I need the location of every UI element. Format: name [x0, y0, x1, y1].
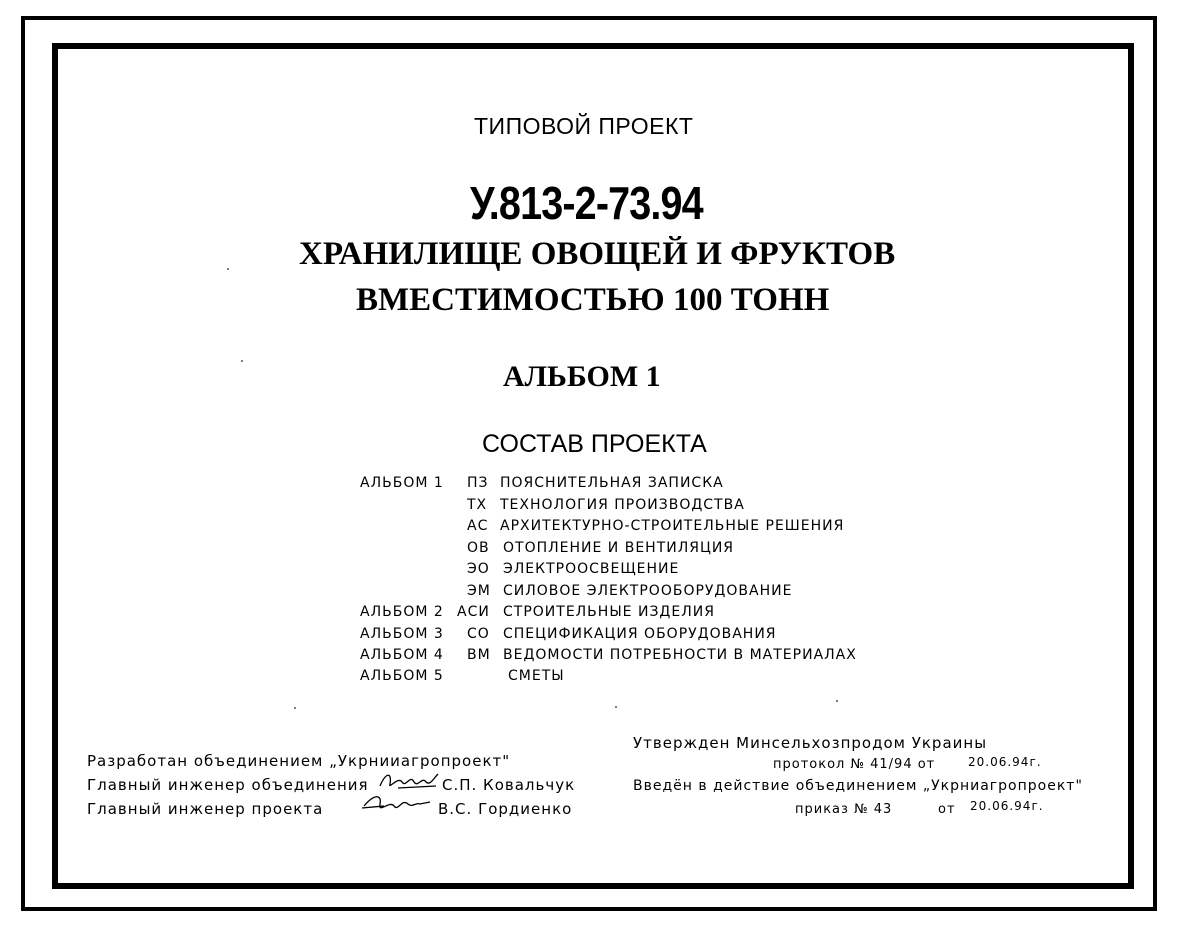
speck — [294, 707, 296, 709]
comp-desc: ЭЛЕКТРООСВЕЩЕНИЕ — [503, 561, 680, 577]
comp-code: ЭО — [467, 561, 490, 577]
protocol-date: 20.06.94г. — [968, 755, 1042, 769]
comp-album: АЛЬБОМ 3 — [360, 626, 444, 642]
speck — [836, 700, 838, 702]
comp-desc: СМЕТЫ — [508, 668, 565, 684]
title-line-1: ХРАНИЛИЩЕ ОВОЩЕЙ И ФРУКТОВ — [299, 236, 896, 272]
order-from: от — [938, 802, 956, 817]
approved-by: Утвержден Минсельхозпродом Украины — [633, 734, 988, 752]
enacted-by: Введён в действие объединением „Укрниагропроект" — [633, 778, 1083, 794]
chief-engineer-label: Главный инженер объединения — [87, 776, 369, 794]
composition-heading: СОСТАВ ПРОЕКТА — [482, 430, 707, 458]
comp-code: ТХ — [467, 497, 488, 513]
comp-desc: ТЕХНОЛОГИЯ ПРОИЗВОДСТВА — [500, 497, 745, 513]
album-title: АЛЬБОМ 1 — [503, 360, 661, 393]
project-engineer-label: Главный инженер проекта — [87, 800, 324, 818]
comp-desc: ВЕДОМОСТИ ПОТРЕБНОСТИ В МАТЕРИАЛАХ — [503, 647, 857, 663]
order: приказ № 43 — [795, 802, 893, 817]
comp-code: ЭМ — [467, 583, 491, 599]
project-engineer-name: В.С. Гордиенко — [438, 800, 573, 818]
comp-code: СО — [467, 626, 490, 642]
developed-by: Разработан объединением „Укрнииагропроект" — [87, 752, 511, 770]
speck — [615, 706, 617, 708]
comp-desc: СПЕЦИФИКАЦИЯ ОБОРУДОВАНИЯ — [503, 626, 777, 642]
comp-album: АЛЬБОМ 4 — [360, 647, 444, 663]
signature-project-engineer — [360, 790, 432, 818]
comp-code: АСИ — [457, 604, 490, 620]
comp-desc: СТРОИТЕЛЬНЫЕ ИЗДЕЛИЯ — [503, 604, 715, 620]
doc-type: ТИПОВОЙ ПРОЕКТ — [474, 113, 694, 139]
comp-desc: ПОЯСНИТЕЛЬНАЯ ЗАПИСКА — [500, 475, 724, 491]
title-line-2: ВМЕСТИМОСТЬЮ 100 ТОНН — [356, 282, 830, 318]
speck — [241, 360, 243, 362]
comp-desc: СИЛОВОЕ ЭЛЕКТРООБОРУДОВАНИЕ — [503, 583, 793, 599]
speck — [227, 268, 229, 270]
comp-desc: ОТОПЛЕНИЕ И ВЕНТИЛЯЦИЯ — [503, 540, 735, 556]
project-code: У.813-2-73.94 — [470, 177, 703, 229]
comp-album: АЛЬБОМ 1 — [360, 475, 444, 491]
order-date: 20.06.94г. — [970, 799, 1044, 813]
comp-code: АС — [467, 518, 489, 534]
comp-code: ВМ — [467, 647, 491, 663]
protocol: протокол № 41/94 от — [773, 757, 936, 772]
comp-desc: АРХИТЕКТУРНО-СТРОИТЕЛЬНЫЕ РЕШЕНИЯ — [500, 518, 845, 534]
chief-engineer-name: С.П. Ковальчук — [442, 776, 576, 794]
comp-code: ОВ — [467, 540, 490, 556]
comp-album: АЛЬБОМ 5 — [360, 668, 444, 684]
comp-album: АЛЬБОМ 2 — [360, 604, 444, 620]
comp-code: ПЗ — [467, 475, 489, 491]
